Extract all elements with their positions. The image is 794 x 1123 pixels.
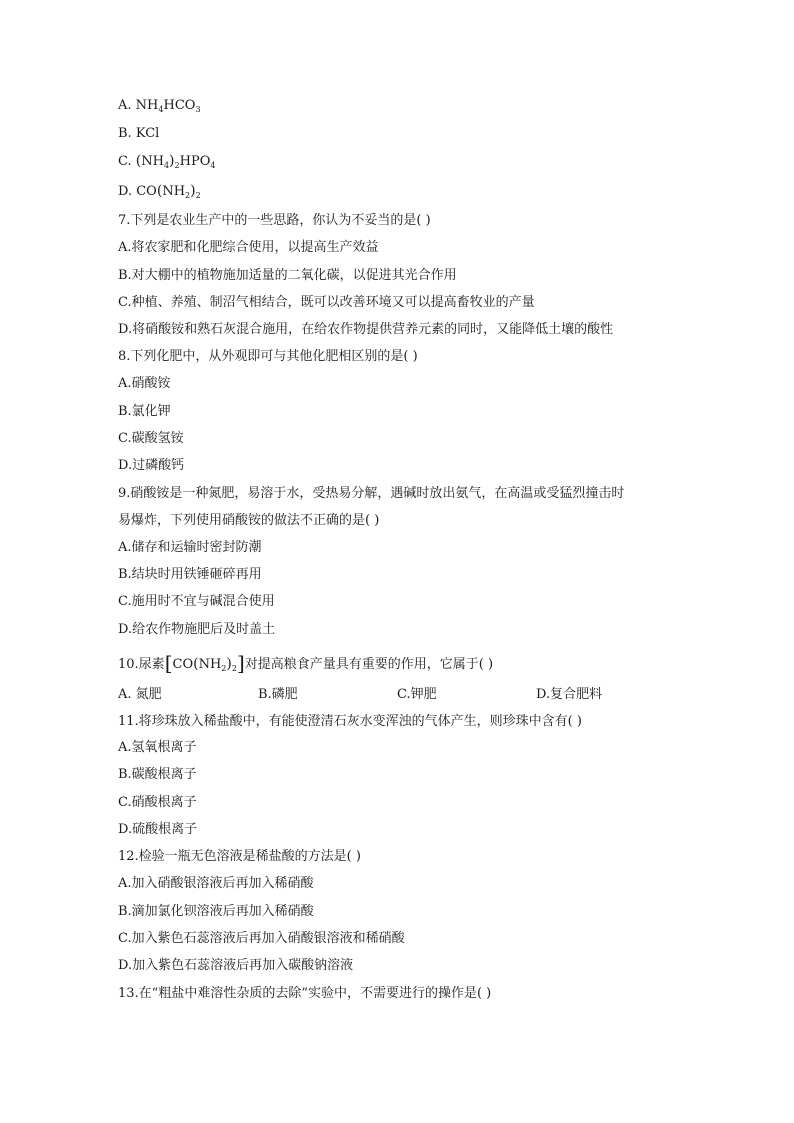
q6-option-a: A. $NH_4HCO_3$ <box>118 98 201 114</box>
q12-option-a: A.加入硝酸银溶液后再加入稀硝酸 <box>118 876 314 891</box>
q10-option-a: A. 氮肥 <box>118 687 162 702</box>
q11-option-c: C.硝酸根离子 <box>118 795 197 810</box>
q11-option-b: B.碳酸根离子 <box>118 767 197 782</box>
q9-option-a: A.储存和运输时密封防潮 <box>118 540 262 555</box>
q12-stem: 12.检验一瓶无色溶液是稀盐酸的方法是( ) <box>118 849 361 864</box>
q8-option-b: B.氯化钾 <box>118 404 171 419</box>
q9-option-c: C.施用时不宜与碱混合使用 <box>118 594 275 609</box>
q11-option-d: D.硫酸根离子 <box>118 822 198 837</box>
q12-option-c: C.加入紫色石蕊溶液后再加入硝酸银溶液和稀硝酸 <box>118 931 405 946</box>
q9-option-b: B.结块时用铁锤砸碎再用 <box>118 567 262 582</box>
q13-stem: 13.在“粗盐中难溶性杂质的去除”实验中，不需要进行的操作是( ) <box>118 986 492 1001</box>
q8-option-a: A.硝酸铵 <box>118 376 171 391</box>
q9-stem-line2: 易爆炸，下列使用硝酸铵的做法不正确的是( ) <box>118 513 380 528</box>
q8-stem: 8.下列化肥中，从外观即可与其他化肥相区别的是( ) <box>118 349 418 364</box>
q12-option-b: B.滴加氯化钡溶液后再加入稀硝酸 <box>118 904 314 919</box>
q11-option-a: A.氢氧根离子 <box>118 740 197 755</box>
q12-option-d: D.加入紫色石蕊溶液后再加入碳酸钠溶液 <box>118 958 354 973</box>
q10-stem: 10.尿素$[CO(NH_2)_2]$对提高粮食产量具有重要的作用，它属于( ) <box>118 651 494 675</box>
q7-option-b: B.对大棚中的植物施加适量的二氧化碳，以促进其光合作用 <box>118 268 457 283</box>
q7-option-d: D.将硝酸铵和熟石灰混合施用，在给农作物提供营养元素的同时，又能降低土壤的酸性 <box>118 322 614 337</box>
q10-option-d: D.复合肥料 <box>536 687 603 702</box>
q6-option-d: D. $CO(NH_2)_2$ <box>118 183 201 200</box>
q10-option-c: C.钾肥 <box>397 687 437 702</box>
q11-stem: 11.将珍珠放入稀盐酸中，有能使澄清石灰水变浑浊的气体产生，则珍珠中含有( ) <box>118 714 582 729</box>
q9-option-d: D.给农作物施肥后及时盖土 <box>118 622 276 637</box>
q6-option-b: B. KCl <box>118 126 160 141</box>
q7-option-a: A.将农家肥和化肥综合使用，以提高生产效益 <box>118 240 379 255</box>
q9-stem-line1: 9.硝酸铵是一种氮肥，易溶于水，受热易分解，遇碱时放出氨气，在高温或受猛烈撞击时 <box>118 486 625 501</box>
q8-option-d: D.过磷酸钙 <box>118 458 185 473</box>
q8-option-c: C.碳酸氢铵 <box>118 431 184 446</box>
q10-option-b: B.磷肥 <box>258 687 298 702</box>
q6-option-c: C. $(NH_4)_2HPO_4$ <box>118 153 216 170</box>
q7-stem: 7.下列是农业生产中的一些思路，你认为不妥当的是( ) <box>118 213 431 228</box>
q7-option-c: C.种植、养殖、制沼气相结合，既可以改善环境又可以提高畜牧业的产量 <box>118 295 535 310</box>
